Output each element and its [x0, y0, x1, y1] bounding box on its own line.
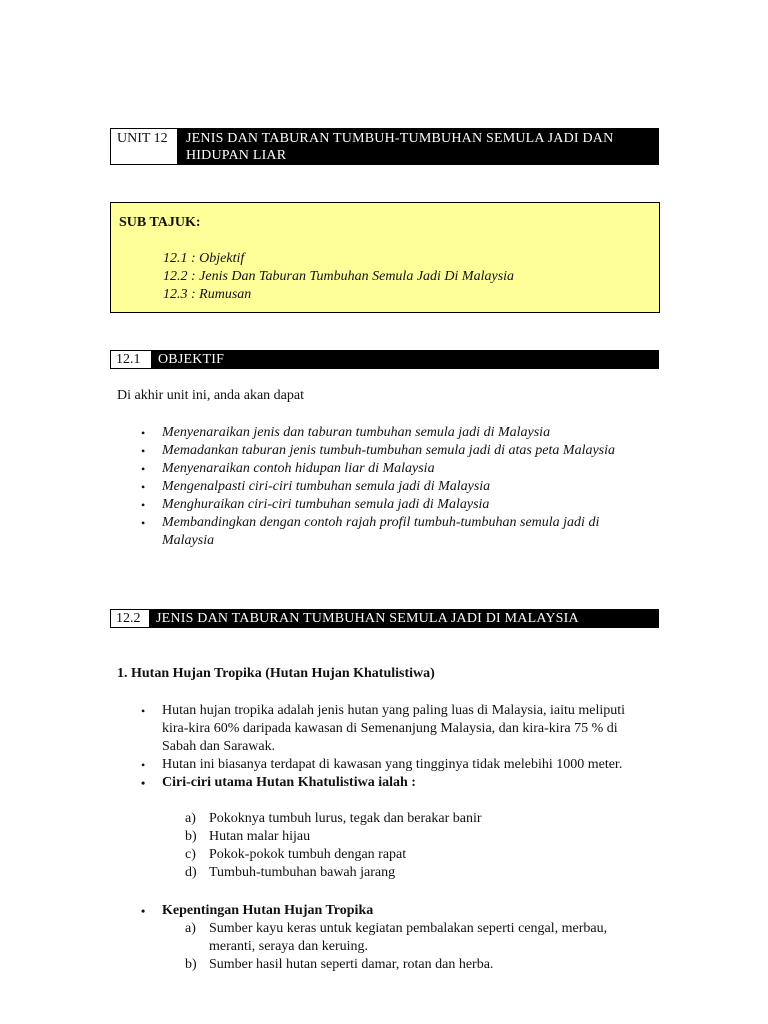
subtopic-item: 12.1 : Objektif	[163, 251, 245, 266]
unit-title-bar	[110, 128, 659, 165]
section-header-objektif	[110, 350, 659, 369]
list-item: • Menyenaraikan contoh hidupan liar di Malaysia	[141, 461, 435, 476]
list-item: • Membandingkan dengan contoh rajah profil tumbuh-tumbuhan semula jadi di Malaysia	[141, 515, 600, 548]
bullet-icon: •	[141, 904, 146, 918]
section-title: JENIS DAN TABURAN TUMBUHAN SEMULA JADI DI MALAYSIA	[150, 610, 658, 627]
subtopic-list	[163, 250, 514, 304]
list-item: • Memadankan taburan jenis tumbuh-tumbuhan semula jadi di atas peta Malaysia	[141, 443, 616, 458]
section-header-jenis-taburan	[110, 609, 659, 628]
list-item: a) Sumber kayu keras untuk kegiatan pembalakan seperti cengal, merbau, meranti, seraya dan keruing.	[185, 921, 608, 954]
section-number: 12.2	[111, 610, 150, 627]
features-list	[185, 810, 649, 882]
section-number: 12.1	[111, 351, 152, 368]
list-item: b) Hutan malar hijau	[185, 829, 311, 844]
subsection-heading: 1. Hutan Hujan Tropika (Hutan Hujan Khatulistiwa)	[117, 666, 435, 681]
list-item: • Mengenalpasti ciri-ciri tumbuhan semula jadi di Malaysia	[141, 479, 491, 494]
bullet-icon: •	[141, 516, 146, 530]
bullet-icon: •	[141, 776, 146, 790]
list-item: • Kepentingan Hutan Hujan Tropika	[141, 903, 374, 918]
subtopic-box	[110, 202, 660, 313]
forest-points	[141, 702, 648, 792]
bullet-icon: •	[141, 462, 146, 476]
objective-intro: Di akhir unit ini, anda akan dapat	[117, 388, 304, 403]
list-item: c) Pokok-pokok tumbuh dengan rapat	[185, 847, 407, 862]
subtopic-item: 12.3 : Rumusan	[163, 287, 252, 302]
subtopic-heading: SUB TAJUK:	[119, 215, 201, 230]
list-item: b) Sumber hasil hutan seperti damar, rotan dan herba.	[185, 957, 494, 972]
bullet-icon: •	[141, 758, 146, 772]
subtopic-item: 12.2 : Jenis Dan Taburan Tumbuhan Semula Jadi Di Malaysia	[163, 269, 515, 284]
list-item: a) Pokoknya tumbuh lurus, tegak dan berakar banir	[185, 811, 482, 826]
bullet-icon: •	[141, 498, 146, 512]
bullet-icon: •	[141, 426, 146, 440]
list-item: • Hutan hujan tropika adalah jenis hutan yang paling luas di Malaysia, iaitu meliputi kira-kira 60% daripada kawasan di Semenanjung Malaysia, dan kira-kira 75 % di Sabah dan Sarawak.	[141, 703, 626, 754]
list-item: • Ciri-ciri utama Hutan Khatulistiwa ialah :	[141, 775, 416, 790]
importance-list	[185, 920, 649, 974]
unit-number: UNIT 12	[111, 129, 178, 164]
list-item: • Menyenaraikan jenis dan taburan tumbuhan semula jadi di Malaysia	[141, 425, 551, 440]
list-item: • Hutan ini biasanya terdapat di kawasan yang tingginya tidak melebihi 1000 meter.	[141, 757, 623, 772]
objective-list	[141, 424, 652, 550]
section-title: OBJEKTIF	[152, 351, 658, 368]
bullet-icon: •	[141, 480, 146, 494]
unit-title: JENIS DAN TABURAN TUMBUH-TUMBUHAN SEMULA JADI DAN HIDUPAN LIAR	[178, 129, 658, 164]
bullet-icon: •	[141, 704, 146, 718]
importance-heading-list	[141, 902, 648, 920]
list-item: • Menghuraikan ciri-ciri tumbuhan semula jadi di Malaysia	[141, 497, 490, 512]
list-item: d) Tumbuh-tumbuhan bawah jarang	[185, 865, 396, 880]
bullet-icon: •	[141, 444, 146, 458]
